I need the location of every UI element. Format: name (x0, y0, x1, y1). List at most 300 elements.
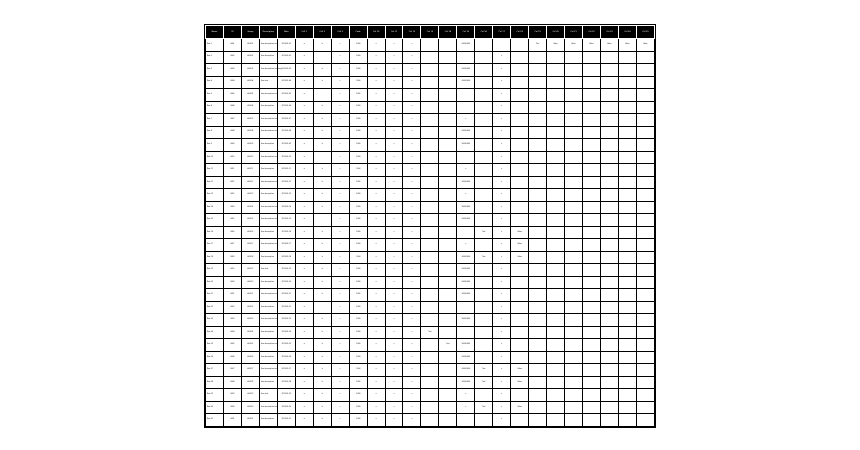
table-cell[interactable]: x (367, 164, 385, 177)
table-cell[interactable]: 2019-01-25 (277, 339, 295, 352)
table-cell[interactable]: a (295, 39, 313, 52)
table-cell[interactable]: a (295, 401, 313, 414)
table-cell[interactable]: Text (439, 339, 457, 352)
table-cell[interactable] (457, 101, 475, 114)
table-cell[interactable]: 1.000 (349, 289, 367, 302)
table-cell[interactable]: x (385, 414, 403, 427)
table-cell[interactable]: x (385, 289, 403, 302)
table-cell[interactable]: Row 21 (206, 289, 224, 302)
table-cell[interactable] (475, 76, 493, 89)
table-cell[interactable] (421, 401, 439, 414)
table-cell[interactable]: b (313, 239, 331, 252)
table-cell[interactable]: c (331, 201, 349, 214)
table-cell[interactable] (583, 364, 601, 377)
table-cell[interactable]: x (403, 414, 421, 427)
table-cell[interactable] (457, 414, 475, 427)
table-cell[interactable] (475, 89, 493, 102)
table-cell[interactable]: A-1012 (241, 176, 259, 189)
table-cell[interactable] (600, 76, 618, 89)
table-cell[interactable]: c (331, 301, 349, 314)
table-cell[interactable]: x (403, 401, 421, 414)
table-cell[interactable] (511, 389, 529, 402)
table-cell[interactable] (475, 126, 493, 139)
table-cell[interactable]: Row 7 (206, 114, 224, 127)
table-cell[interactable] (618, 201, 636, 214)
table-cell[interactable]: 1.000 (349, 351, 367, 364)
table-cell[interactable]: 1.000 (349, 414, 367, 427)
table-cell[interactable] (547, 314, 565, 327)
table-cell[interactable]: x (457, 164, 475, 177)
table-cell[interactable]: x (385, 64, 403, 77)
table-cell[interactable] (439, 314, 457, 327)
table-cell[interactable]: 2019-01-06 (277, 101, 295, 114)
table-cell[interactable]: 2019-01-24 (277, 326, 295, 339)
table-cell[interactable] (439, 351, 457, 364)
table-cell[interactable]: Item description (259, 226, 277, 239)
table-cell[interactable] (583, 214, 601, 227)
table-cell[interactable]: a (295, 139, 313, 152)
table-cell[interactable]: 1.000 (349, 239, 367, 252)
table-cell[interactable] (439, 401, 457, 414)
table-cell[interactable] (618, 64, 636, 77)
table-cell[interactable]: c (331, 164, 349, 177)
table-cell[interactable]: x (403, 201, 421, 214)
table-cell[interactable]: 00000000 (457, 364, 475, 377)
table-cell[interactable] (439, 189, 457, 202)
table-cell[interactable]: x (367, 264, 385, 277)
column-header[interactable]: Col 16 (475, 26, 493, 39)
table-cell[interactable] (439, 39, 457, 52)
table-cell[interactable]: x (403, 101, 421, 114)
table-cell[interactable] (421, 51, 439, 64)
table-cell[interactable] (547, 89, 565, 102)
table-cell[interactable] (600, 289, 618, 302)
table-cell[interactable] (439, 264, 457, 277)
table-cell[interactable]: x (403, 139, 421, 152)
table-cell[interactable]: 0001 (223, 39, 241, 52)
table-cell[interactable]: Row 20 (206, 276, 224, 289)
column-header[interactable]: Code (349, 26, 367, 39)
table-cell[interactable]: 1.000 (349, 251, 367, 264)
table-cell[interactable] (547, 301, 565, 314)
table-cell[interactable]: Text (475, 364, 493, 377)
table-cell[interactable]: a (295, 239, 313, 252)
table-cell[interactable]: b (313, 201, 331, 214)
table-cell[interactable]: c (331, 414, 349, 427)
table-cell[interactable]: 00000000 (457, 139, 475, 152)
table-cell[interactable] (421, 389, 439, 402)
table-cell[interactable] (583, 151, 601, 164)
table-cell[interactable] (511, 214, 529, 227)
table-cell[interactable]: b (313, 164, 331, 177)
column-header[interactable]: Col 13 (421, 26, 439, 39)
table-cell[interactable]: 0008 (223, 126, 241, 139)
table-cell[interactable] (583, 276, 601, 289)
table-cell[interactable] (529, 89, 547, 102)
table-cell[interactable]: A-1006 (241, 101, 259, 114)
table-cell[interactable] (600, 301, 618, 314)
table-cell[interactable] (565, 201, 583, 214)
column-header[interactable]: Col 20 (547, 26, 565, 39)
table-cell[interactable]: Item description text long (259, 64, 277, 77)
table-cell[interactable]: x (367, 326, 385, 339)
table-cell[interactable] (583, 76, 601, 89)
table-cell[interactable] (600, 414, 618, 427)
table-cell[interactable] (529, 414, 547, 427)
table-cell[interactable] (618, 51, 636, 64)
table-cell[interactable]: x (493, 276, 511, 289)
table-cell[interactable]: Row 29 (206, 389, 224, 402)
table-cell[interactable] (636, 301, 654, 314)
table-cell[interactable]: a (295, 64, 313, 77)
table-cell[interactable]: 0017 (223, 239, 241, 252)
table-cell[interactable] (583, 139, 601, 152)
table-cell[interactable]: x (367, 76, 385, 89)
table-cell[interactable] (475, 189, 493, 202)
table-cell[interactable]: A-1022 (241, 301, 259, 314)
table-cell[interactable] (636, 126, 654, 139)
table-cell[interactable]: x (493, 364, 511, 377)
table-cell[interactable] (547, 339, 565, 352)
table-cell[interactable] (439, 114, 457, 127)
table-cell[interactable]: c (331, 339, 349, 352)
table-cell[interactable]: x (493, 126, 511, 139)
table-cell[interactable]: 0027 (223, 364, 241, 377)
table-cell[interactable] (547, 151, 565, 164)
table-cell[interactable]: x (367, 39, 385, 52)
table-cell[interactable] (600, 151, 618, 164)
table-cell[interactable] (529, 401, 547, 414)
column-header[interactable]: Col 19 (529, 26, 547, 39)
table-cell[interactable]: 0010 (223, 151, 241, 164)
table-cell[interactable]: Row 1 (206, 39, 224, 52)
table-cell[interactable]: 0005 (223, 89, 241, 102)
table-cell[interactable] (565, 51, 583, 64)
table-cell[interactable]: Text (475, 376, 493, 389)
table-cell[interactable]: 00000000 (457, 176, 475, 189)
table-cell[interactable]: 1.000 (349, 389, 367, 402)
table-cell[interactable] (313, 214, 331, 227)
table-cell[interactable]: x (385, 401, 403, 414)
table-cell[interactable] (547, 239, 565, 252)
table-cell[interactable]: Text (475, 401, 493, 414)
table-cell[interactable] (475, 101, 493, 114)
table-cell[interactable]: c (331, 389, 349, 402)
table-cell[interactable]: x (403, 126, 421, 139)
table-cell[interactable] (475, 51, 493, 64)
table-cell[interactable]: Item description text (259, 364, 277, 377)
table-cell[interactable] (475, 301, 493, 314)
table-cell[interactable]: x (493, 314, 511, 327)
table-cell[interactable] (600, 114, 618, 127)
table-cell[interactable]: Row 24 (206, 326, 224, 339)
table-cell[interactable]: Value (511, 401, 529, 414)
table-cell[interactable]: Row 26 (206, 351, 224, 364)
column-header[interactable]: Col 17 (493, 26, 511, 39)
table-cell[interactable] (475, 276, 493, 289)
table-cell[interactable] (529, 239, 547, 252)
table-cell[interactable]: x (403, 114, 421, 127)
table-cell[interactable] (618, 226, 636, 239)
table-cell[interactable]: c (331, 76, 349, 89)
table-cell[interactable]: Item description text (259, 126, 277, 139)
table-cell[interactable]: Row 22 (206, 301, 224, 314)
table-cell[interactable]: x (367, 226, 385, 239)
table-cell[interactable] (618, 164, 636, 177)
table-cell[interactable] (583, 189, 601, 202)
table-cell[interactable] (565, 176, 583, 189)
table-cell[interactable] (600, 401, 618, 414)
table-cell[interactable]: 2019-01-14 (277, 201, 295, 214)
table-cell[interactable]: a (295, 114, 313, 127)
table-cell[interactable] (511, 289, 529, 302)
table-cell[interactable] (565, 126, 583, 139)
column-header[interactable]: Cell 3 (331, 26, 349, 39)
table-cell[interactable] (421, 351, 439, 364)
table-cell[interactable] (565, 89, 583, 102)
table-cell[interactable] (421, 251, 439, 264)
table-cell[interactable]: 1.000 (349, 276, 367, 289)
table-cell[interactable]: 0025 (223, 339, 241, 352)
table-cell[interactable] (439, 226, 457, 239)
table-cell[interactable] (600, 89, 618, 102)
table-cell[interactable]: A-1030 (241, 401, 259, 414)
table-cell[interactable]: b (313, 114, 331, 127)
table-cell[interactable]: x (385, 364, 403, 377)
table-cell[interactable] (618, 89, 636, 102)
table-cell[interactable]: x (493, 76, 511, 89)
table-cell[interactable]: b (313, 376, 331, 389)
column-header[interactable]: Col 24 (618, 26, 636, 39)
table-cell[interactable]: a (295, 164, 313, 177)
table-cell[interactable]: c (331, 239, 349, 252)
table-cell[interactable] (457, 51, 475, 64)
table-cell[interactable]: x (403, 214, 421, 227)
table-cell[interactable]: 00000000 (457, 314, 475, 327)
table-cell[interactable]: x (403, 389, 421, 402)
table-cell[interactable]: A-1024 (241, 326, 259, 339)
table-cell[interactable]: Row 14 (206, 201, 224, 214)
table-cell[interactable] (529, 264, 547, 277)
table-cell[interactable] (618, 339, 636, 352)
table-cell[interactable] (583, 289, 601, 302)
table-cell[interactable] (583, 251, 601, 264)
table-cell[interactable]: x (385, 264, 403, 277)
table-cell[interactable] (583, 201, 601, 214)
table-cell[interactable]: A-1005 (241, 89, 259, 102)
table-cell[interactable] (475, 389, 493, 402)
table-cell[interactable]: 1.000 (349, 201, 367, 214)
table-cell[interactable]: x (493, 201, 511, 214)
table-cell[interactable] (636, 314, 654, 327)
table-cell[interactable] (421, 64, 439, 77)
table-cell[interactable]: 0011 (223, 164, 241, 177)
table-cell[interactable]: Row 2 (206, 51, 224, 64)
table-cell[interactable] (600, 126, 618, 139)
table-cell[interactable]: Row 12 (206, 176, 224, 189)
table-cell[interactable] (529, 114, 547, 127)
table-cell[interactable]: x (403, 276, 421, 289)
table-cell[interactable]: 0022 (223, 301, 241, 314)
table-cell[interactable]: x (385, 251, 403, 264)
table-cell[interactable]: Text (529, 39, 547, 52)
table-cell[interactable] (618, 351, 636, 364)
table-cell[interactable]: x (385, 239, 403, 252)
table-cell[interactable] (475, 201, 493, 214)
table-cell[interactable]: 2019-01-04 (277, 76, 295, 89)
table-cell[interactable]: Item description text (259, 239, 277, 252)
table-cell[interactable] (421, 201, 439, 214)
table-cell[interactable]: a (295, 226, 313, 239)
table-cell[interactable]: x (403, 76, 421, 89)
table-cell[interactable]: c (331, 364, 349, 377)
table-cell[interactable]: b (313, 389, 331, 402)
table-cell[interactable]: 00000000 (457, 214, 475, 227)
table-cell[interactable]: 1.000 (349, 51, 367, 64)
table-cell[interactable] (618, 76, 636, 89)
table-cell[interactable]: Value (600, 39, 618, 52)
table-cell[interactable]: x (367, 151, 385, 164)
table-cell[interactable]: A-1023 (241, 314, 259, 327)
table-cell[interactable] (475, 239, 493, 252)
table-cell[interactable]: b (313, 264, 331, 277)
table-cell[interactable]: A-1015 (241, 214, 259, 227)
column-header[interactable]: Col 15 (457, 26, 475, 39)
table-cell[interactable]: 1.000 (349, 176, 367, 189)
table-cell[interactable]: Row 27 (206, 364, 224, 377)
table-cell[interactable]: x (493, 101, 511, 114)
table-cell[interactable] (529, 226, 547, 239)
table-cell[interactable] (439, 126, 457, 139)
table-cell[interactable]: x (403, 301, 421, 314)
table-cell[interactable] (565, 376, 583, 389)
table-cell[interactable]: c (331, 189, 349, 202)
table-cell[interactable] (547, 101, 565, 114)
table-cell[interactable]: Value (565, 39, 583, 52)
table-cell[interactable] (583, 64, 601, 77)
table-cell[interactable]: Row 4 (206, 76, 224, 89)
table-cell[interactable]: 2019-01-11 (277, 164, 295, 177)
table-cell[interactable] (565, 301, 583, 314)
table-cell[interactable]: Item description (259, 139, 277, 152)
table-cell[interactable]: x (403, 189, 421, 202)
table-cell[interactable]: a (295, 314, 313, 327)
table-cell[interactable]: c (331, 39, 349, 52)
table-cell[interactable] (511, 164, 529, 177)
table-cell[interactable] (565, 189, 583, 202)
table-cell[interactable]: Item text (259, 264, 277, 277)
table-cell[interactable] (511, 126, 529, 139)
table-cell[interactable]: 0029 (223, 389, 241, 402)
table-cell[interactable]: x (385, 51, 403, 64)
table-cell[interactable] (313, 89, 331, 102)
table-cell[interactable]: b (313, 401, 331, 414)
table-cell[interactable] (529, 201, 547, 214)
table-cell[interactable]: b (313, 251, 331, 264)
table-cell[interactable]: 00000000 (457, 251, 475, 264)
table-cell[interactable]: Text (421, 326, 439, 339)
table-cell[interactable]: 0019 (223, 264, 241, 277)
table-cell[interactable]: 1.000 (349, 214, 367, 227)
table-cell[interactable]: Item description text (259, 401, 277, 414)
table-cell[interactable]: 0030 (223, 401, 241, 414)
table-cell[interactable] (618, 176, 636, 189)
table-cell[interactable] (600, 51, 618, 64)
table-cell[interactable]: b (313, 126, 331, 139)
table-cell[interactable] (583, 114, 601, 127)
table-cell[interactable] (529, 164, 547, 177)
table-cell[interactable] (439, 101, 457, 114)
table-cell[interactable]: 1.000 (349, 39, 367, 52)
table-cell[interactable]: x (367, 126, 385, 139)
table-cell[interactable] (511, 301, 529, 314)
column-header[interactable]: Description (259, 26, 277, 39)
table-cell[interactable]: 2019-01-10 (277, 151, 295, 164)
table-cell[interactable] (636, 264, 654, 277)
table-cell[interactable]: 00000000 (457, 276, 475, 289)
table-cell[interactable]: 2019-01-03 (277, 64, 295, 77)
table-cell[interactable]: a (295, 251, 313, 264)
table-cell[interactable] (600, 351, 618, 364)
table-cell[interactable] (529, 339, 547, 352)
table-cell[interactable]: Item description text (259, 89, 277, 102)
table-cell[interactable] (618, 214, 636, 227)
table-cell[interactable] (600, 389, 618, 402)
column-header[interactable]: Cell 1 (295, 26, 313, 39)
table-cell[interactable] (439, 89, 457, 102)
table-cell[interactable]: x (403, 176, 421, 189)
table-cell[interactable] (600, 364, 618, 377)
table-cell[interactable]: 1.000 (349, 151, 367, 164)
table-cell[interactable]: 00000000 (457, 339, 475, 352)
table-cell[interactable]: 2019-01-08 (277, 126, 295, 139)
table-cell[interactable]: A-1002 (241, 51, 259, 64)
table-cell[interactable] (511, 264, 529, 277)
table-cell[interactable]: 2019-01-23 (277, 314, 295, 327)
table-cell[interactable] (439, 276, 457, 289)
table-cell[interactable]: x (403, 251, 421, 264)
table-cell[interactable] (439, 376, 457, 389)
table-cell[interactable] (636, 239, 654, 252)
table-cell[interactable]: x (367, 176, 385, 189)
table-cell[interactable] (421, 126, 439, 139)
table-cell[interactable]: 0012 (223, 176, 241, 189)
table-cell[interactable] (547, 226, 565, 239)
table-cell[interactable]: c (331, 51, 349, 64)
table-cell[interactable]: x (367, 276, 385, 289)
table-cell[interactable]: c (331, 101, 349, 114)
table-cell[interactable]: 00000000 (457, 289, 475, 302)
table-cell[interactable] (439, 239, 457, 252)
table-cell[interactable] (565, 114, 583, 127)
table-cell[interactable]: x (493, 114, 511, 127)
table-cell[interactable]: Item description text (259, 176, 277, 189)
table-cell[interactable]: Value (511, 364, 529, 377)
table-cell[interactable]: x (367, 214, 385, 227)
table-cell[interactable]: a (295, 151, 313, 164)
table-cell[interactable] (529, 176, 547, 189)
table-cell[interactable] (421, 239, 439, 252)
table-cell[interactable]: 2019-01-27 (277, 364, 295, 377)
table-cell[interactable] (636, 151, 654, 164)
table-cell[interactable] (439, 251, 457, 264)
table-cell[interactable] (529, 214, 547, 227)
table-cell[interactable] (547, 164, 565, 177)
table-cell[interactable] (636, 414, 654, 427)
table-cell[interactable] (457, 301, 475, 314)
table-cell[interactable]: x (367, 351, 385, 364)
table-cell[interactable] (600, 164, 618, 177)
